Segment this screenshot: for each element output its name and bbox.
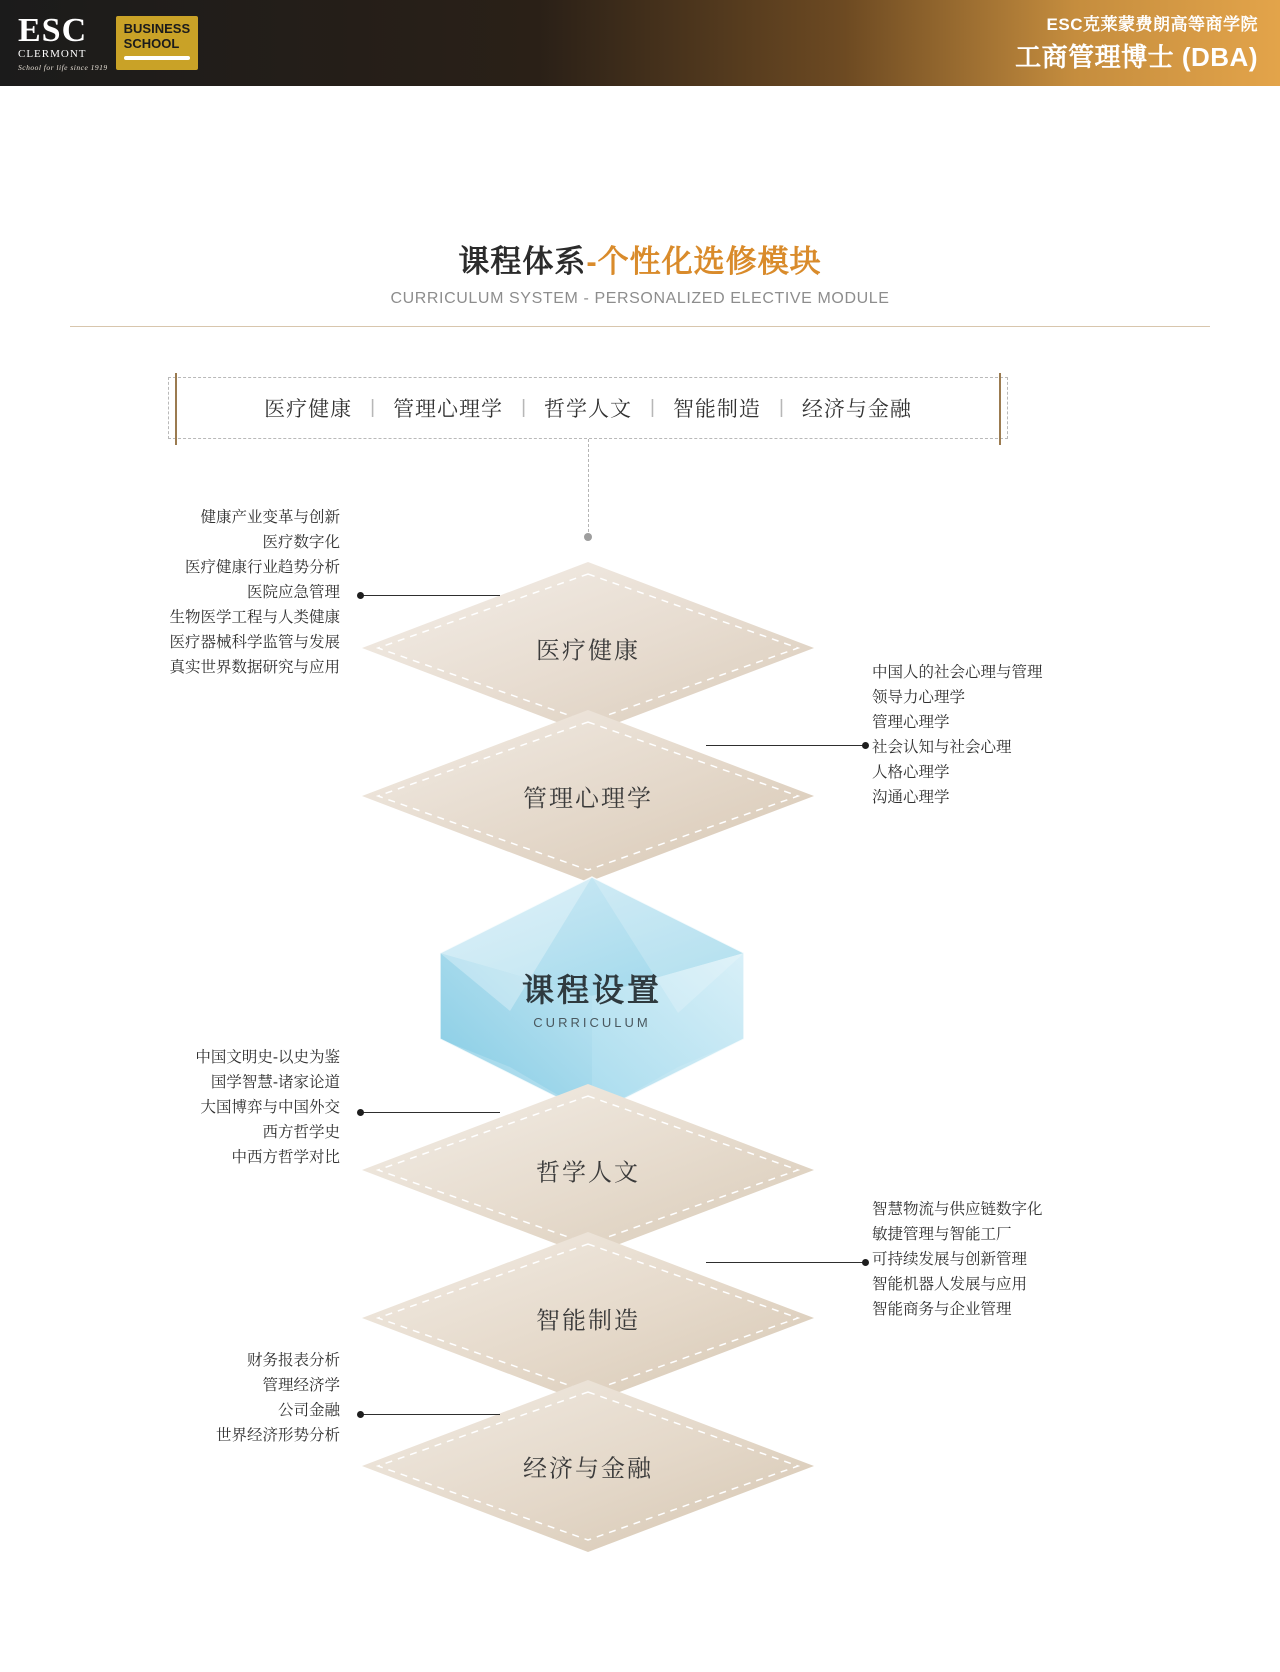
course-item: 智慧物流与供应链数字化: [872, 1201, 1043, 1218]
leader-line-finance: [360, 1414, 500, 1415]
course-item: 公司金融: [277, 1402, 340, 1419]
logo-tagline: School for life since 1919: [18, 63, 108, 73]
layer-label-psychology: 管理心理学: [523, 785, 653, 813]
layer-label-medical: 医疗健康: [536, 637, 640, 665]
header-school-name: ESC克莱蒙费朗高等商学院: [1046, 15, 1258, 34]
category-item-1[interactable]: 管理心理学: [393, 398, 504, 421]
course-item: 智能机器人发展与应用: [872, 1276, 1028, 1293]
leader-dot-psychology: [862, 742, 869, 749]
leader-dot-finance: [357, 1411, 364, 1418]
course-item: 医疗器械科学监管与发展: [169, 634, 340, 651]
course-item: 医疗健康行业趋势分析: [184, 559, 340, 576]
leader-dot-philosophy: [357, 1109, 364, 1116]
logo-business-school: [116, 16, 198, 71]
course-item: 世界经济形势分析: [215, 1427, 340, 1444]
course-item: 大国博弈与中国外交: [200, 1099, 340, 1116]
layer-diamond-psychology[interactable]: [358, 706, 818, 886]
category-separator: |: [370, 397, 376, 418]
course-item: 敏捷管理与智能工厂: [872, 1226, 1012, 1243]
header-program-name: 工商管理博士 (DBA): [1015, 42, 1258, 72]
course-item: 领导力心理学: [872, 689, 966, 706]
course-item: 国学智慧-诸家论道: [210, 1074, 340, 1091]
leader-dot-manufacturing: [862, 1259, 869, 1266]
layer-label-manufacturing: 智能制造: [536, 1307, 640, 1335]
course-item: 生物医学工程与人类健康: [169, 609, 340, 626]
page-title: [0, 236, 1280, 308]
course-list-medical: [100, 505, 340, 680]
course-item: 管理心理学: [872, 714, 950, 731]
course-list-psychology: [872, 660, 1132, 810]
course-item: 医疗数字化: [262, 534, 340, 551]
course-item: 中西方哲学对比: [231, 1149, 340, 1166]
logo-school-word: SCHOOL: [123, 35, 180, 51]
title-chinese-accent: -个性化选修模块: [586, 244, 822, 279]
center-label-en: CURRICULUM: [533, 1015, 651, 1030]
course-item: 管理经济学: [262, 1377, 340, 1394]
school-logo: [18, 10, 208, 76]
course-list-manufacturing: [872, 1197, 1132, 1322]
logo-esc-big: ESC: [18, 12, 88, 50]
title-divider: [70, 326, 1210, 327]
category-separator: |: [521, 397, 526, 418]
course-list-philosophy: [100, 1045, 340, 1170]
course-item: 医院应急管理: [246, 584, 340, 601]
course-item: 人格心理学: [872, 764, 950, 781]
title-english: CURRICULUM SYSTEM - PERSONALIZED ELECTIVE MODULE: [390, 290, 890, 307]
leader-line-medical: [360, 595, 500, 596]
logo-rule: [124, 56, 190, 60]
course-item: 沟通心理学: [872, 789, 950, 806]
course-item: 可持续发展与创新管理: [872, 1251, 1028, 1268]
category-item-0[interactable]: 医疗健康: [264, 398, 353, 421]
leader-line-psychology: [706, 745, 866, 746]
leader-line-philosophy: [360, 1112, 500, 1113]
title-chinese-main: 课程体系: [458, 244, 587, 279]
center-crystal-label: [432, 965, 752, 1030]
course-item: 健康产业变革与创新: [200, 509, 340, 526]
course-item: 社会认知与社会心理: [872, 739, 1012, 756]
category-item-4[interactable]: 经济与金融: [801, 398, 912, 421]
course-item: 中国文明史-以史为鉴: [195, 1049, 340, 1066]
course-item: 真实世界数据研究与应用: [169, 659, 340, 676]
category-separator: |: [778, 397, 784, 418]
header-program-title: [1015, 10, 1258, 74]
logo-business-word: BUSINESS: [123, 20, 191, 36]
course-item: 西方哲学史: [262, 1124, 340, 1141]
layer-label-philosophy: 哲学人文: [536, 1159, 640, 1187]
category-connector-dot: [584, 533, 592, 541]
title-chinese: [0, 236, 1280, 281]
category-item-3[interactable]: 智能制造: [672, 398, 761, 421]
course-item: 智能商务与企业管理: [872, 1301, 1012, 1318]
course-item: 中国人的社会心理与管理: [872, 664, 1043, 681]
category-bar: [168, 377, 1008, 439]
page-header: [0, 0, 1280, 86]
course-list-finance: [100, 1348, 340, 1448]
category-connector-line: [588, 439, 590, 537]
category-item-2[interactable]: 哲学人文: [544, 398, 632, 421]
category-separator: |: [650, 397, 655, 418]
leader-line-manufacturing: [706, 1262, 866, 1263]
center-label-cn: 课程设置: [521, 972, 662, 1008]
course-item: 财务报表分析: [246, 1352, 340, 1369]
logo-esc-small: CLERMONT: [18, 48, 87, 61]
leader-dot-medical: [357, 592, 364, 599]
logo-esc-text: [18, 14, 116, 72]
layer-diamond-finance[interactable]: [358, 1376, 818, 1556]
layer-label-finance: 经济与金融: [523, 1455, 653, 1483]
